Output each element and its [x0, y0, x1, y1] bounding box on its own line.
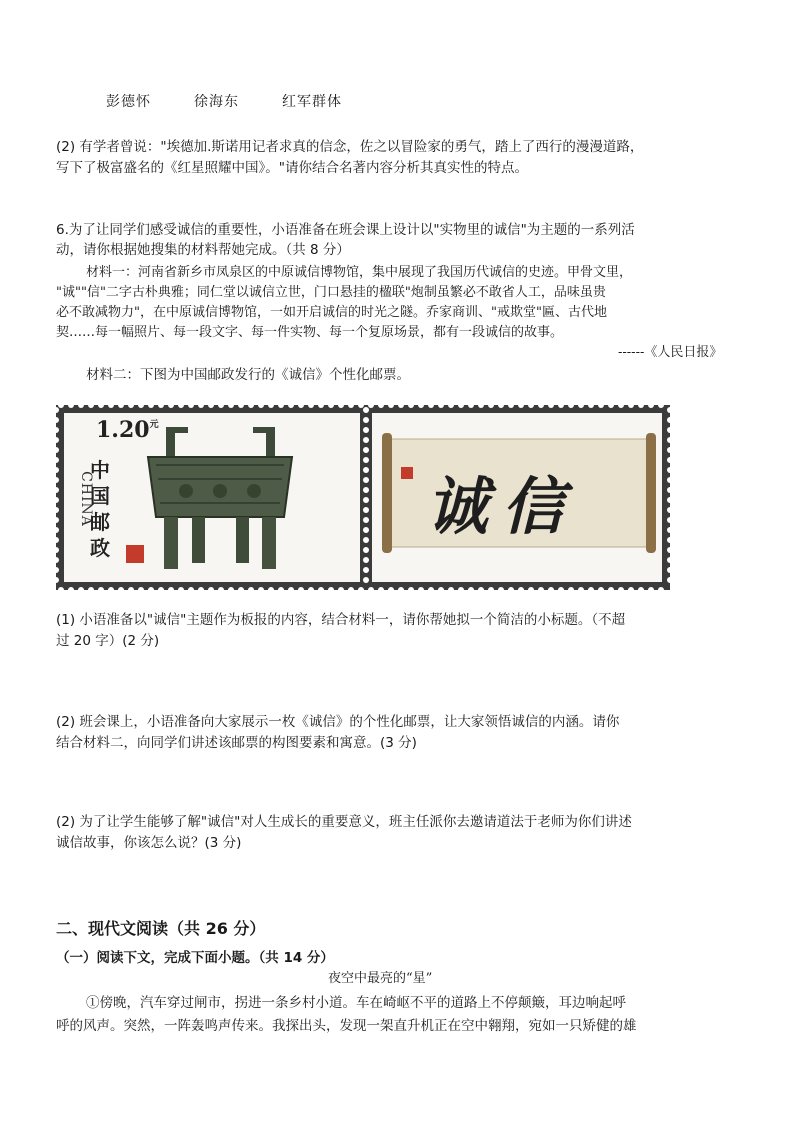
material-1-line-4: 契……每一幅照片、每一段文字、每一件实物、每一个复原场景，都有一段诚信的故事。 [56, 325, 564, 340]
subsection-1-title: （一）阅读下文，完成下面小题。（共 14 分） [56, 950, 334, 966]
question-6-line-1: 6.为了让同学们感受诚信的重要性，小语准备在班会课上设计以"实物里的诚信"为主题的一系列活 [56, 222, 635, 238]
stamp-calligraphy: 诚信 [426, 470, 579, 543]
material-1-source: ------《人民日报》 [618, 345, 723, 360]
material-1-line-1: 材料一：河南省新乡市凤泉区的中原诚信博物馆，集中展现了我国历代诚信的史迹。甲骨文里， [86, 265, 633, 280]
sub-question-1-line-1: (1) 小语准备以"诚信"主题作为板报的内容，结合材料一，请你帮她拟一个简洁的小标题。（不超 [56, 612, 626, 628]
material-1-line-3: 必不敢减物力"，在中原诚信博物馆，一如开启诚信的时光之隧。乔家商训、"戒欺堂"匾、古代地 [56, 305, 607, 320]
stamp-china: CHINA [77, 471, 94, 527]
article-line-2: 呼的风声。突然，一阵轰鸣声传来。我探出头，发现一架直升机正在空中翱翔，宛如一只矫健的雄 [56, 1018, 637, 1034]
sub-question-1-line-2: 过 20 字）(2 分) [56, 633, 160, 649]
article-title: 夜空中最亮的“星” [328, 971, 433, 986]
stamp-image [56, 405, 670, 590]
article-line-1: ①傍晚，汽车穿过闸市，拐进一条乡村小道。车在崎岖不平的道路上不停颠簸，耳边响起呼 [86, 995, 626, 1011]
sub-question-2-line-1: (2) 班会课上，小语准备向大家展示一枚《诚信》的个性化邮票，让大家领悟诚信的内涵。请你 [56, 714, 620, 730]
sub-question-3-line-2: 诚信故事，你该怎么说？(3 分) [56, 835, 242, 851]
stamp-price: $1.20^元$ [96, 417, 159, 443]
material-1-line-2: "诚""信"二字古朴典雅；同仁堂以诚信立世，门口悬挂的楹联"炮制虽繁必不敢省人工，品味虽贵 [56, 285, 606, 300]
name-xu-haidong: 徐海东 [194, 94, 239, 110]
sub-question-2-line-2: 结合材料二，向同学们讲述该邮票的构图要素和寓意。(3 分) [56, 735, 417, 751]
material-2: 材料二：下图为中国邮政发行的《诚信》个性化邮票。 [86, 367, 410, 383]
name-peng-dehuai: 彭德怀 [106, 94, 151, 110]
red-seal-icon [126, 545, 144, 563]
sub-question-3-line-1: (2) 为了让学生能够了解"诚信"对人生成长的重要意义，班主任派你去邀请道法于老师为你们讲述 [56, 814, 632, 830]
question-2-line-1: (2) 有学者曾说："埃德加.斯诺用记者求真的信念，佐之以冒险家的勇气，踏上了西行的漫漫道路， [56, 139, 644, 155]
section-2-title: 二、现代文阅读（共 26 分） [56, 919, 266, 938]
question-6-line-2: 动，请你根据她搜集的材料帮她完成。（共 8 分） [56, 242, 350, 258]
question-2-line-2: 写下了极富盛名的《红星照耀中国》。"请你结合名著内容分析其真实性的特点。 [56, 160, 528, 176]
name-red-army: 红军群体 [282, 94, 342, 110]
stamp-post: 中国邮政 [90, 458, 110, 560]
